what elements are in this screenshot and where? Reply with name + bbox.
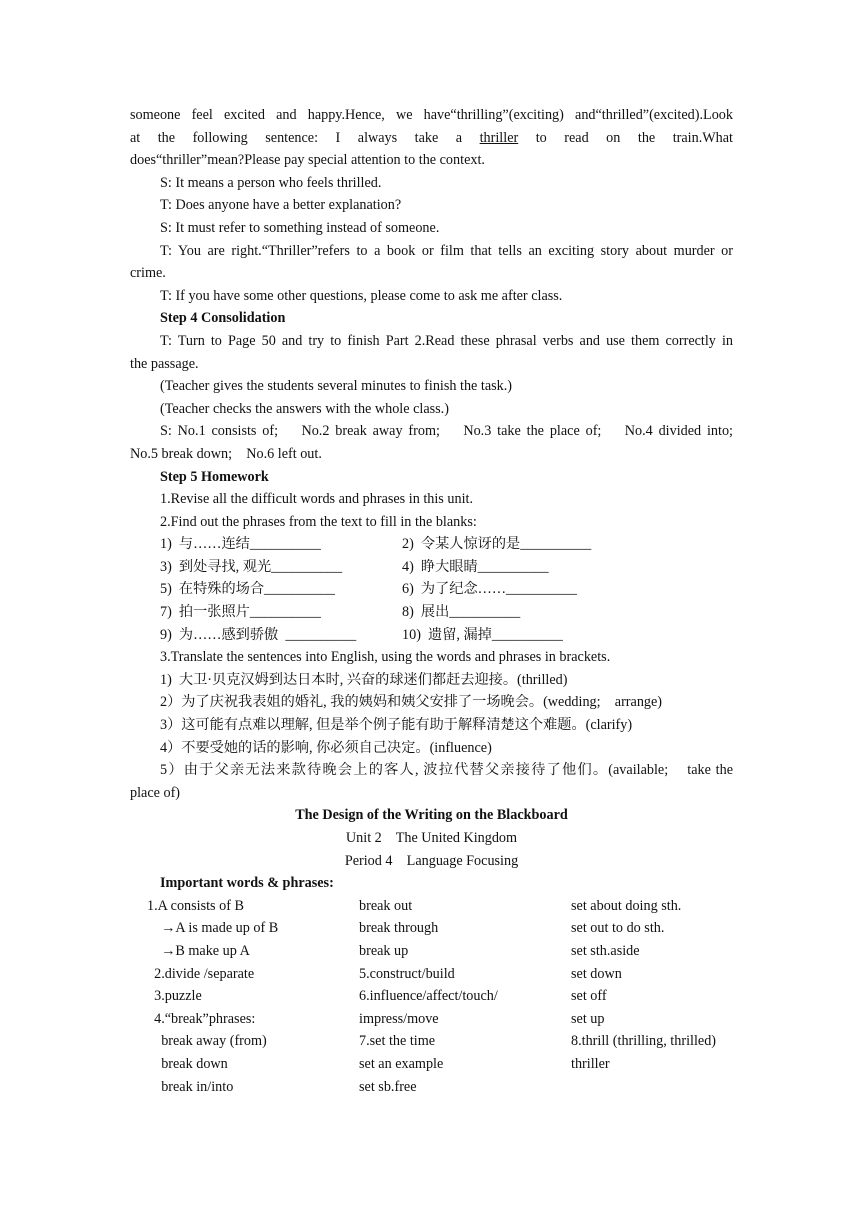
phrase-cell: impress/move bbox=[359, 1010, 439, 1027]
phrase-cell: 5.construct/build bbox=[359, 965, 455, 982]
homework-item: 2.Find out the phrases from the text to fill in the blanks: bbox=[160, 513, 477, 530]
phrase-cell: break away (from) bbox=[147, 1033, 267, 1050]
blank-item: 4) 睁大眼睛__________ bbox=[402, 558, 549, 575]
blank-row bbox=[130, 556, 733, 579]
phrase-cell: →B make up A bbox=[147, 942, 250, 959]
blank-item: 9) 为……感到骄傲 __________ bbox=[160, 626, 357, 643]
document-page bbox=[130, 104, 733, 1098]
phrase-cell: break out bbox=[359, 897, 413, 914]
homework-item: 1.Revise all the difficult words and phrases in this unit. bbox=[160, 491, 473, 508]
phrase-cell: set up bbox=[571, 1010, 605, 1027]
homework-item: 3.Translate the sentences into English, using the words and phrases in brackets. bbox=[160, 649, 611, 666]
blank-row bbox=[130, 601, 733, 624]
design-heading: Important words & phrases: bbox=[160, 875, 334, 892]
paragraph-line: the passage. bbox=[130, 355, 199, 372]
paragraph-line: crime. bbox=[130, 265, 166, 282]
phrase-cell: →A is made up of B bbox=[147, 920, 279, 937]
translate-sentence: 2）为了庆祝我表姐的婚礼, 我的姨妈和姨父安排了一场晚会。(wedding; arrange) bbox=[160, 694, 663, 711]
step-heading: Step 5 Homework bbox=[160, 468, 269, 485]
step-heading: Step 4 Consolidation bbox=[160, 310, 286, 327]
answer-line: S: No.1 consists of; No.2 break away from; No.3 take the place of; No.4 divided into; bbox=[160, 423, 733, 440]
phrase-row bbox=[147, 895, 733, 918]
phrase-cell: break up bbox=[359, 942, 409, 959]
phrase-cell: set sth.aside bbox=[571, 942, 640, 959]
blank-item: 10) 遗留, 漏掉__________ bbox=[402, 626, 563, 643]
blank-item: 2) 令某人惊讶的是__________ bbox=[402, 536, 592, 553]
blank-item: 1) 与……连结__________ bbox=[160, 536, 321, 553]
phrase-row bbox=[147, 1053, 733, 1076]
dialogue-line: T: Does anyone have a better explanation? bbox=[160, 197, 402, 214]
paragraph-line: someone feel excited and happy.Hence, we have“thrilling”(exciting) and“thrilled”(excited).Look bbox=[130, 107, 733, 123]
paragraph-line: does“thriller”mean?Please pay special attention to the context. bbox=[130, 152, 485, 169]
dialogue-line: T: You are right.“Thriller”refers to a book or film that tells an exciting story about murder or bbox=[160, 242, 733, 259]
phrase-cell: break down bbox=[147, 1055, 228, 1072]
phrase-cell: 1.A consists of B bbox=[147, 897, 244, 914]
phrase-table bbox=[130, 895, 733, 1098]
phrase-row bbox=[147, 1076, 733, 1099]
dialogue-line: T: If you have some other questions, please come to ask me after class. bbox=[160, 287, 563, 304]
phrase-cell bbox=[571, 1076, 733, 1099]
blank-row bbox=[130, 533, 733, 556]
phrase-cell: 2.divide /separate bbox=[147, 965, 255, 982]
translate-sentence: 1) 大卫·贝克汉姆到达日本时, 兴奋的球迷们都赶去迎接。(thrilled) bbox=[160, 671, 568, 688]
paragraph-line: (Teacher checks the answers with the whole class.) bbox=[160, 400, 449, 417]
phrase-cell: set down bbox=[571, 965, 622, 982]
answer-line: No.5 break down; No.6 left out. bbox=[130, 445, 322, 462]
design-period: Period 4 Language Focusing bbox=[344, 852, 519, 869]
phrase-cell: thriller bbox=[571, 1055, 610, 1072]
translate-sentence: 3）这可能有点难以理解, 但是举个例子能有助于解释清楚这个难题。(clarify) bbox=[160, 717, 633, 734]
underlined-word: thriller bbox=[479, 129, 519, 146]
phrase-cell: set out to do sth. bbox=[571, 920, 665, 937]
design-unit: Unit 2 The United Kingdom bbox=[345, 830, 518, 846]
phrase-row bbox=[147, 1030, 733, 1053]
blank-item: 8) 展出__________ bbox=[402, 604, 521, 621]
phrase-row bbox=[147, 940, 733, 963]
blank-item: 7) 拍一张照片__________ bbox=[160, 604, 321, 621]
paragraph-line: at the following sentence: I always take a thriller to read on the train.What bbox=[130, 129, 733, 146]
phrase-cell: set sb.free bbox=[359, 1078, 417, 1095]
blank-item: 6) 为了纪念……__________ bbox=[402, 581, 577, 598]
phrase-cell: 8.thrill (thrilling, thrilled) bbox=[571, 1033, 717, 1050]
phrase-cell: 4.“break”phrases: bbox=[147, 1010, 256, 1027]
phrase-cell: 3.puzzle bbox=[147, 988, 202, 1005]
translate-sentence-cont: place of) bbox=[130, 784, 181, 801]
phrase-cell: set about doing sth. bbox=[571, 897, 682, 914]
blank-row bbox=[130, 578, 733, 601]
phrase-cell: break through bbox=[359, 920, 439, 937]
translate-sentence: 4）不要受她的话的影响, 你必须自己决定。(influence) bbox=[160, 739, 492, 756]
design-title: The Design of the Writing on the Blackboard bbox=[295, 807, 568, 824]
dialogue-line: S: It must refer to something instead of someone. bbox=[160, 219, 440, 236]
phrase-cell: set an example bbox=[359, 1055, 444, 1072]
blank-row bbox=[130, 624, 733, 647]
phrase-cell: break in/into bbox=[147, 1078, 234, 1095]
phrase-row bbox=[147, 985, 733, 1008]
phrase-cell: 6.influence/affect/touch/ bbox=[359, 988, 498, 1005]
blank-item: 3) 到处寻找, 观光__________ bbox=[160, 558, 343, 575]
blank-item: 5) 在特殊的场合__________ bbox=[160, 581, 335, 598]
dialogue-line: S: It means a person who feels thrilled. bbox=[160, 174, 382, 191]
phrase-row bbox=[147, 917, 733, 940]
paragraph-line: (Teacher gives the students several minutes to finish the task.) bbox=[160, 378, 513, 395]
translate-sentence: 5）由于父亲无法来款待晚会上的客人, 波拉代替父亲接待了他们。(available; take the bbox=[160, 762, 733, 779]
phrase-cell: 7.set the time bbox=[359, 1033, 436, 1050]
phrase-row bbox=[147, 1008, 733, 1031]
phrase-row bbox=[147, 963, 733, 986]
dialogue-line: T: Turn to Page 50 and try to finish Part 2.Read these phrasal verbs and use them correctly in bbox=[160, 332, 733, 349]
phrase-cell: set off bbox=[571, 988, 607, 1005]
